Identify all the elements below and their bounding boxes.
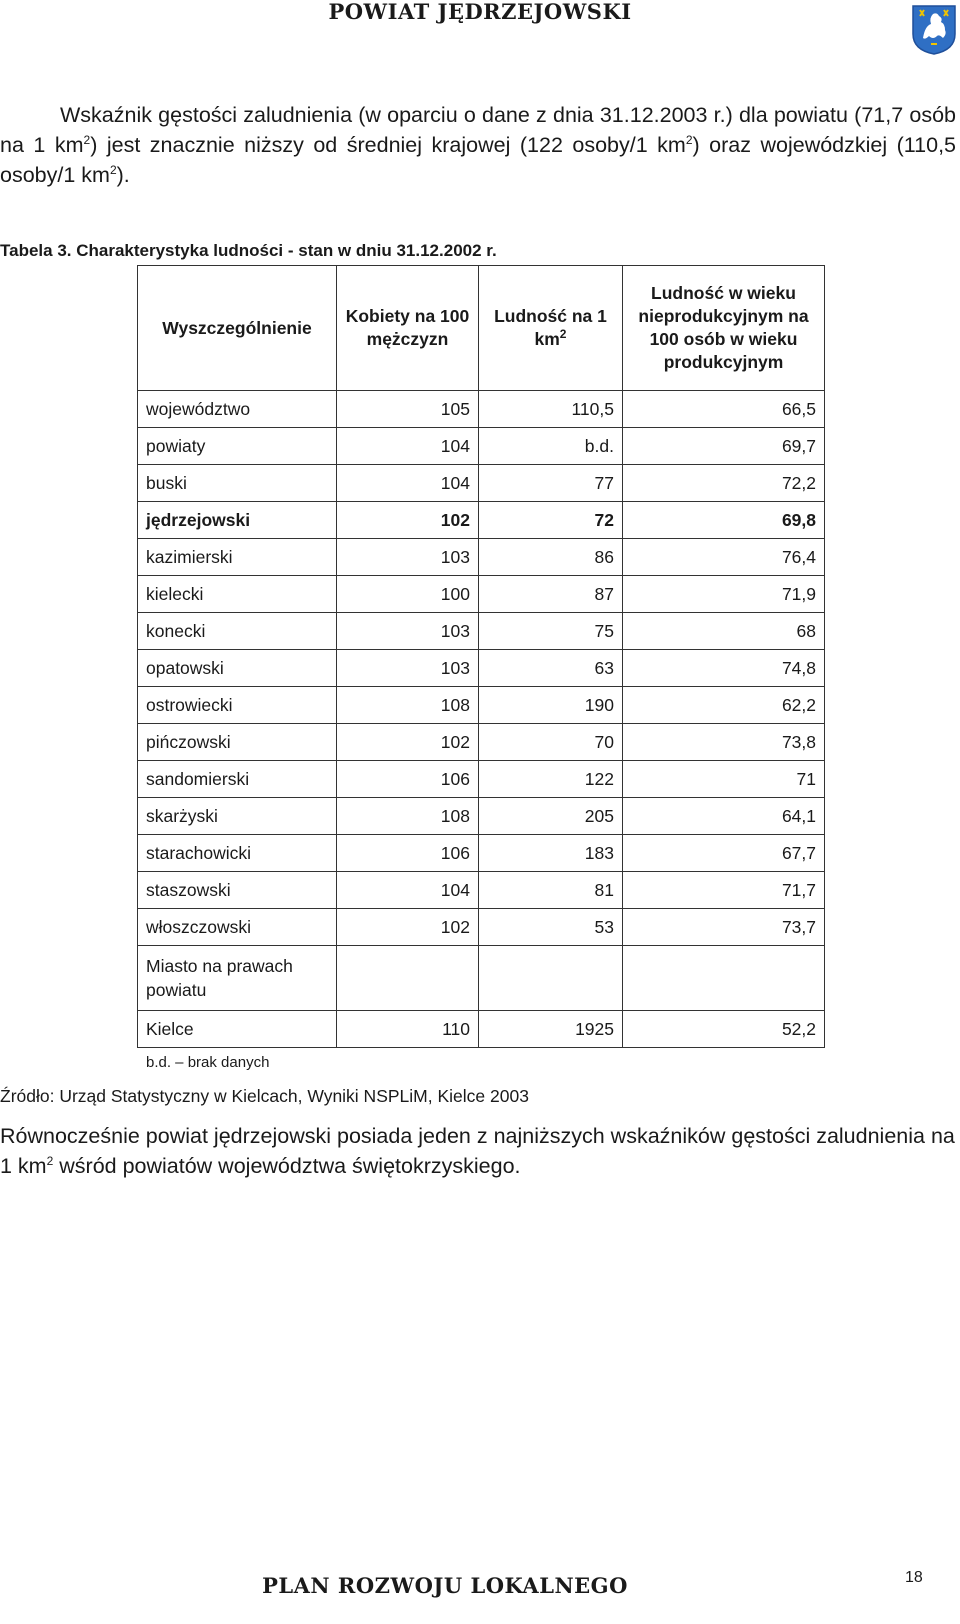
row-density: 81 — [479, 872, 623, 909]
row-density: 86 — [479, 539, 623, 576]
row-ratio: 73,8 — [623, 724, 825, 761]
row-name: Miasto na prawach powiatu — [138, 946, 337, 1011]
closing-paragraph: Równocześnie powiat jędrzejowski posiada jeden z najniższych wskaźników gęstości zaludnienia na 1 $km^2$ wśród powiatów województwa świętokrzyskiego. — [0, 1124, 955, 1178]
header-density: Ludność na 1 $km^2$ — [479, 266, 623, 391]
row-name: skarżyski — [138, 798, 337, 835]
header-dependency-ratio: Ludność w wieku nieprodukcyjnym na 100 osób w wieku produkcyjnym — [623, 266, 825, 391]
row-women: 103 — [337, 650, 479, 687]
row-ratio: 52,2 — [623, 1011, 825, 1048]
row-ratio — [623, 946, 825, 1011]
row-ratio: 67,7 — [623, 835, 825, 872]
table-row — [138, 835, 825, 872]
row-women: 104 — [337, 872, 479, 909]
population-table — [137, 265, 825, 1048]
table-row — [138, 428, 825, 465]
row-density: 77 — [479, 465, 623, 502]
page-header-title: POWIAT JĘDRZEJOWSKI — [328, 0, 632, 24]
row-density: 205 — [479, 798, 623, 835]
row-density: 53 — [479, 909, 623, 946]
row-name: opatowski — [138, 650, 337, 687]
row-women: 106 — [337, 835, 479, 872]
row-women: 102 — [337, 724, 479, 761]
row-density: 183 — [479, 835, 623, 872]
row-name: staszowski — [138, 872, 337, 909]
row-name: konecki — [138, 613, 337, 650]
row-ratio: 69,7 — [623, 428, 825, 465]
row-density: 75 — [479, 613, 623, 650]
row-density: 1925 — [479, 1011, 623, 1048]
row-ratio: 76,4 — [623, 539, 825, 576]
table-row-section — [138, 946, 825, 1011]
row-density: 70 — [479, 724, 623, 761]
row-name: powiaty — [138, 428, 337, 465]
row-ratio: 71,9 — [623, 576, 825, 613]
row-density: 63 — [479, 650, 623, 687]
row-density: 87 — [479, 576, 623, 613]
row-women: 102 — [337, 909, 479, 946]
row-ratio: 68 — [623, 613, 825, 650]
row-ratio: 66,5 — [623, 391, 825, 428]
row-women: 100 — [337, 576, 479, 613]
row-density — [479, 946, 623, 1011]
row-women: 110 — [337, 1011, 479, 1048]
row-name: Kielce — [138, 1011, 337, 1048]
row-women: 103 — [337, 539, 479, 576]
table-row — [138, 539, 825, 576]
intro-paragraph: Wskaźnik gęstości zaludnienia (w oparciu o dane z dnia 31.12.2003 r.) dla powiatu (71,7 osób na 1 $km^2$) jest znacznie niższy od średniej krajowej (122 osoby/1 $km^2$) oraz wojewódzkiej (110,5 osoby/1 $km^2$). — [0, 103, 957, 187]
table-row — [138, 613, 825, 650]
row-women: 108 — [337, 687, 479, 724]
table-row — [138, 465, 825, 502]
table-row — [138, 1011, 825, 1048]
table-row — [138, 798, 825, 835]
row-women: 103 — [337, 613, 479, 650]
table-row — [138, 761, 825, 798]
row-women: 108 — [337, 798, 479, 835]
source-note: Źródło: Urząd Statystyczny w Kielcach, Wyniki NSPLiM, Kielce 2003 — [0, 1086, 529, 1106]
row-women: 106 — [337, 761, 479, 798]
row-density: 190 — [479, 687, 623, 724]
row-density: 110,5 — [479, 391, 623, 428]
row-women — [337, 946, 479, 1011]
row-name: pińczowski — [138, 724, 337, 761]
table-footnote: b.d. – brak danych — [146, 1054, 270, 1071]
row-density: b.d. — [479, 428, 623, 465]
row-ratio: 72,2 — [623, 465, 825, 502]
row-name: starachowicki — [138, 835, 337, 872]
table-row — [138, 391, 825, 428]
row-density: 72 — [479, 502, 623, 539]
row-name: ostrowiecki — [138, 687, 337, 724]
table-caption: Tabela 3. Charakterystyka ludności - stan w dniu 31.12.2002 r. — [0, 241, 497, 260]
row-name: jędrzejowski — [138, 502, 337, 539]
coat-of-arms-icon — [911, 4, 957, 56]
row-name: sandomierski — [138, 761, 337, 798]
row-women: 102 — [337, 502, 479, 539]
row-name: włoszczowski — [138, 909, 337, 946]
row-density: 122 — [479, 761, 623, 798]
row-women: 104 — [337, 428, 479, 465]
table-row — [138, 724, 825, 761]
header-women-per-100-men: Kobiety na 100 mężczyzn — [337, 266, 479, 391]
row-name: województwo — [138, 391, 337, 428]
row-ratio: 69,8 — [623, 502, 825, 539]
page-number: 18 — [905, 1569, 923, 1586]
table-row — [138, 650, 825, 687]
row-name: buski — [138, 465, 337, 502]
table-header-row — [138, 266, 825, 391]
row-women: 105 — [337, 391, 479, 428]
table-row — [138, 872, 825, 909]
row-ratio: 74,8 — [623, 650, 825, 687]
table-row — [138, 909, 825, 946]
row-women: 104 — [337, 465, 479, 502]
page-footer-title: PLAN ROZWOJU LOKALNEGO — [262, 1573, 628, 1598]
row-name: kielecki — [138, 576, 337, 613]
table-row-highlighted — [138, 502, 825, 539]
row-ratio: 71,7 — [623, 872, 825, 909]
row-ratio: 73,7 — [623, 909, 825, 946]
table-row — [138, 687, 825, 724]
row-ratio: 64,1 — [623, 798, 825, 835]
row-ratio: 62,2 — [623, 687, 825, 724]
row-name: kazimierski — [138, 539, 337, 576]
row-ratio: 71 — [623, 761, 825, 798]
table-row — [138, 576, 825, 613]
header-specification: Wyszczególnienie — [138, 266, 337, 391]
